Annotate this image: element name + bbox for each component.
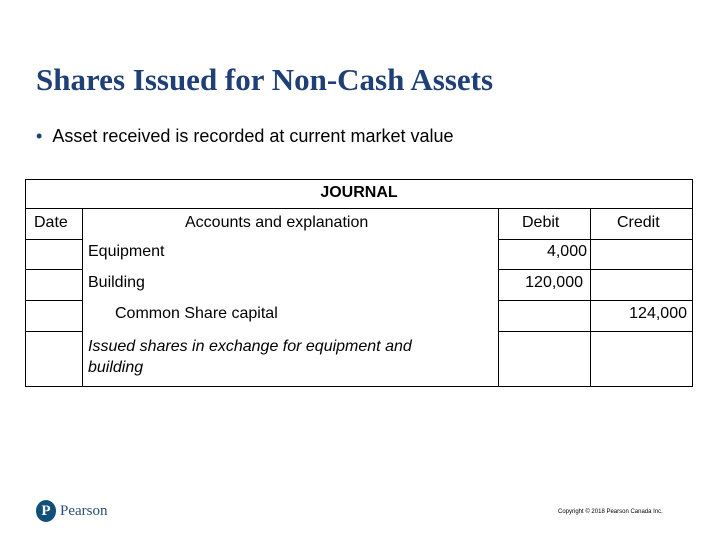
- entry-account: Common Share capital: [115, 305, 278, 322]
- pearson-wordmark: Pearson: [60, 502, 108, 519]
- debit-row-line: [498, 269, 591, 270]
- entry-account: Building: [88, 274, 145, 291]
- debit-row-line: [498, 300, 591, 301]
- bullet-point: [36, 126, 454, 147]
- date-row-line: [25, 239, 83, 240]
- header-debit: Debit: [522, 214, 560, 231]
- credit-row-line: [590, 300, 693, 301]
- date-row-line: [25, 269, 83, 270]
- header-date: Date: [34, 214, 68, 231]
- credit-row-line: [590, 269, 693, 270]
- bullet-dot-icon: •: [36, 126, 43, 146]
- credit-row-line: [590, 239, 693, 240]
- pearson-logo-icon: P: [36, 500, 56, 522]
- debit-row-line: [498, 331, 591, 332]
- date-row-line: [25, 331, 83, 332]
- credit-row-line: [590, 331, 693, 332]
- date-row-line: [25, 300, 83, 301]
- header-accounts: Accounts and explanation: [185, 214, 369, 231]
- entry-debit: 120,000: [525, 274, 583, 291]
- bullet-text: Asset received is recorded at current market value: [52, 126, 454, 146]
- entry-credit: 124,000: [629, 305, 687, 322]
- debit-column-divider: [498, 208, 499, 387]
- copyright-notice: Copyright © 2018 Pearson Canada Inc.: [558, 509, 663, 515]
- date-column-divider: [82, 208, 83, 387]
- credit-column-divider: [590, 208, 591, 387]
- header-credit: Credit: [617, 214, 660, 231]
- journal-table: [25, 179, 693, 387]
- entry-debit: 4,000: [546, 243, 587, 260]
- entry-explanation: Issued shares in exchange for equipment and building: [88, 338, 412, 376]
- pearson-logo: [36, 500, 108, 522]
- debit-row-line: [498, 239, 591, 240]
- journal-title-divider: [25, 208, 693, 209]
- slide-title: Shares Issued for Non-Cash Assets: [36, 62, 494, 97]
- journal-title: JOURNAL: [320, 184, 398, 201]
- entry-account: Equipment: [88, 243, 165, 260]
